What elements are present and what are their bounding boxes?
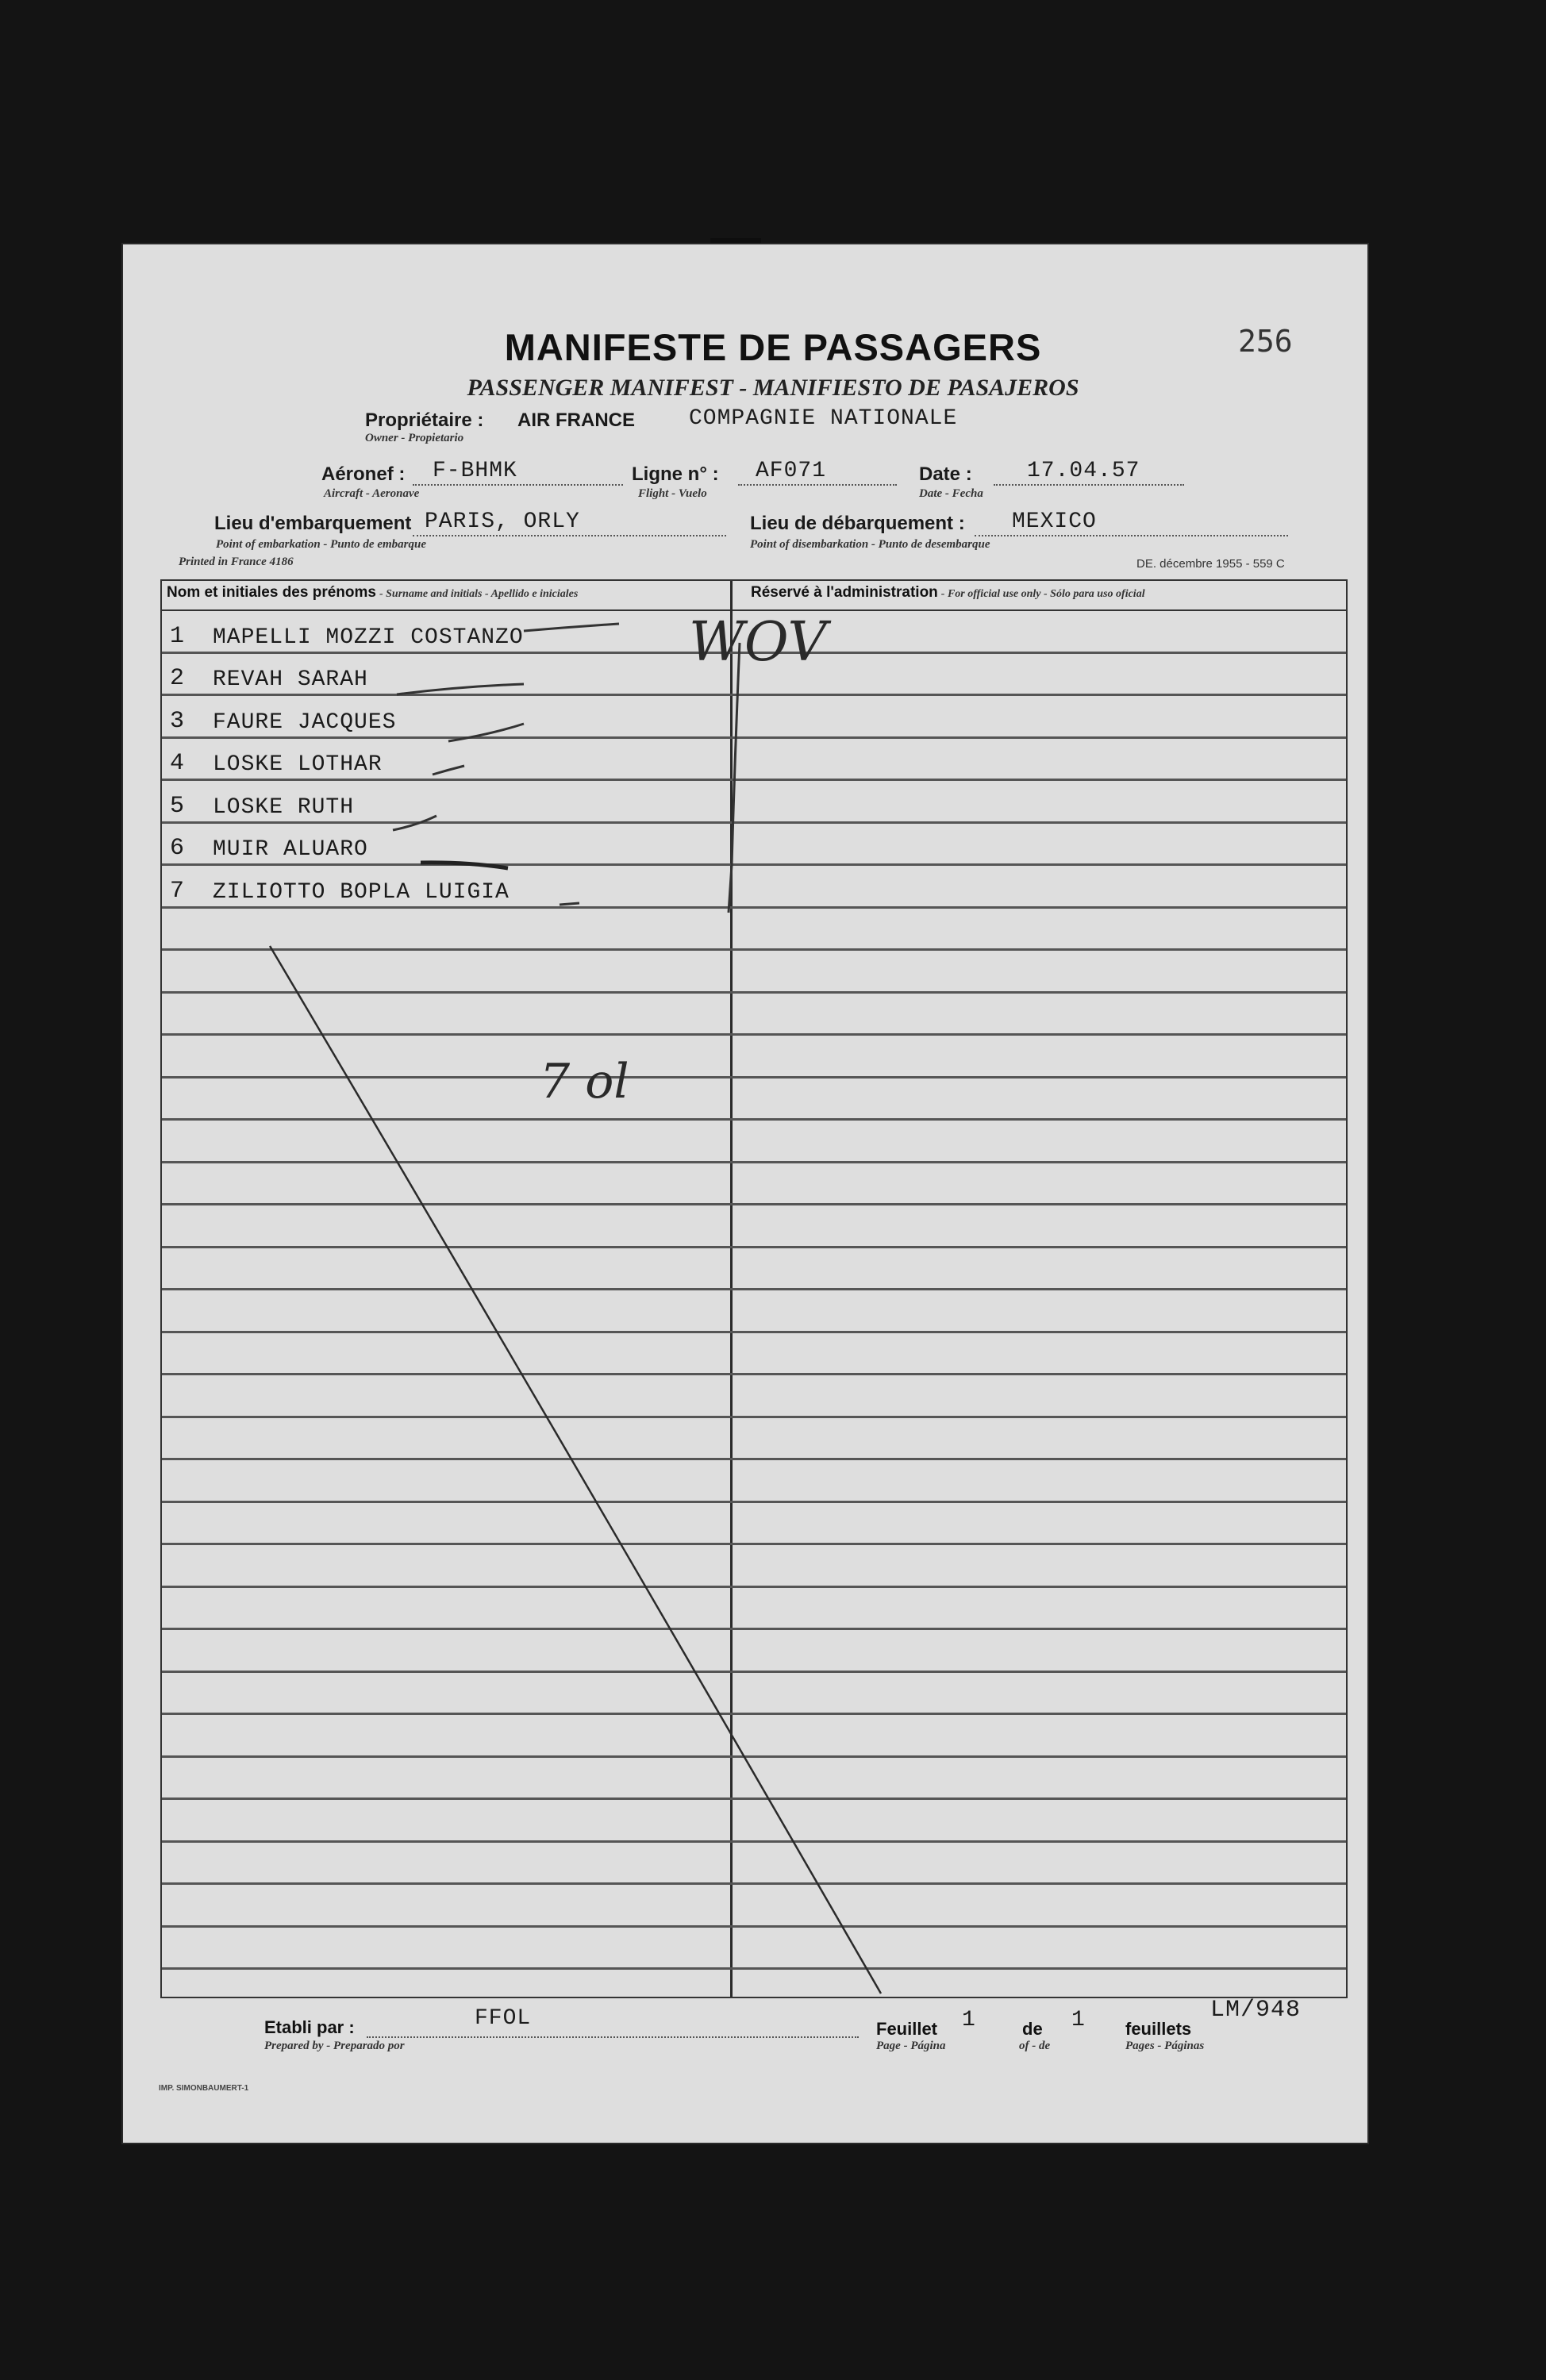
owner-sub: Owner - Propietario: [365, 432, 464, 444]
passenger-name: REVAH SARAH: [213, 667, 368, 692]
date-sub: Date - Fecha: [919, 487, 983, 500]
date-value: 17.04.57: [1027, 459, 1140, 483]
passenger-number: 3: [170, 707, 185, 735]
aircraft-value: F-BHMK: [433, 459, 517, 483]
form-code: DE. décembre 1955 - 559 C: [1136, 557, 1285, 571]
passenger-number: 7: [170, 877, 185, 905]
passenger-number: 5: [170, 792, 185, 820]
prepared-label: Etabli par :: [264, 2017, 355, 2037]
passenger-name: MUIR ALUARO: [213, 837, 368, 862]
of-value: 1: [1071, 2008, 1086, 2032]
prepared-value: FFOL: [475, 2006, 532, 2031]
of-label: de: [1022, 2019, 1043, 2039]
sheets-label: feuillets: [1125, 2019, 1192, 2039]
disembark-sub: Point of disembarkation - Punto de desembarque: [750, 538, 990, 551]
passenger-name: ZILIOTTO BOPLA LUIGIA: [213, 879, 510, 905]
passenger-name: FAURE JACQUES: [213, 709, 397, 735]
page-number: 256: [1238, 324, 1293, 359]
passenger-number: 4: [170, 750, 185, 777]
aircraft-sub: Aircraft - Aeronave: [324, 487, 420, 500]
owner-printed: AIR FRANCE: [517, 409, 635, 431]
passenger-number: 2: [170, 665, 185, 692]
embark-label: Lieu d'embarquement: [214, 513, 412, 534]
sheet-label: Feuillet: [876, 2019, 938, 2039]
owner-value: COMPAGNIE NATIONALE: [689, 406, 958, 431]
disembark-label: Lieu de débarquement :: [750, 513, 965, 534]
date-label: Date :: [919, 463, 972, 485]
passenger-name: LOSKE RUTH: [213, 794, 355, 820]
total-handwriting: 7 ol: [540, 1054, 629, 1109]
flight-label: Ligne n° :: [632, 463, 719, 485]
col-admin-label: Réservé à l'administration: [751, 584, 938, 601]
col-admin-sub: - For official use only - Sólo para uso oficial: [940, 588, 1145, 600]
manifest-title: MANIFESTE DE PASSAGERS: [504, 326, 1042, 368]
owner-label: Propriétaire :: [365, 409, 484, 431]
flight-value: AF071: [756, 459, 827, 483]
embark-sub: Point of embarkation - Punto de embarque: [216, 538, 427, 551]
aircraft-label: Aéronef :: [321, 463, 406, 485]
passenger-name: LOSKE LOTHAR: [213, 752, 383, 777]
manifest-subtitle: PASSENGER MANIFEST - MANIFIESTO DE PASAJEROS: [467, 375, 1079, 401]
col-name-sub: - Surname and initials - Apellido e iniciales: [379, 588, 579, 600]
disembark-value: MEXICO: [1012, 509, 1097, 534]
admin-handwriting: WOV: [689, 611, 827, 674]
of-sub: of - de: [1019, 2040, 1051, 2052]
sheets-sub: Pages - Páginas: [1125, 2040, 1205, 2052]
form-ref-code: LM/948: [1210, 1997, 1302, 2024]
printer-mark: IMP. SIMONBAUMERT-1: [159, 2084, 249, 2093]
sheet-sub: Page - Página: [876, 2040, 946, 2052]
flight-sub: Flight - Vuelo: [638, 487, 707, 500]
passenger-number: 6: [170, 835, 185, 862]
printed-in: Printed in France 4186: [179, 556, 294, 568]
embark-value: PARIS, ORLY: [425, 509, 580, 534]
prepared-sub: Prepared by - Preparado por: [264, 2040, 405, 2052]
col-name-label: Nom et initiales des prénoms: [167, 584, 376, 601]
passenger-number: 1: [170, 622, 185, 650]
sheet-value: 1: [962, 2008, 976, 2032]
passenger-name: MAPELLI MOZZI COSTANZO: [213, 625, 524, 650]
